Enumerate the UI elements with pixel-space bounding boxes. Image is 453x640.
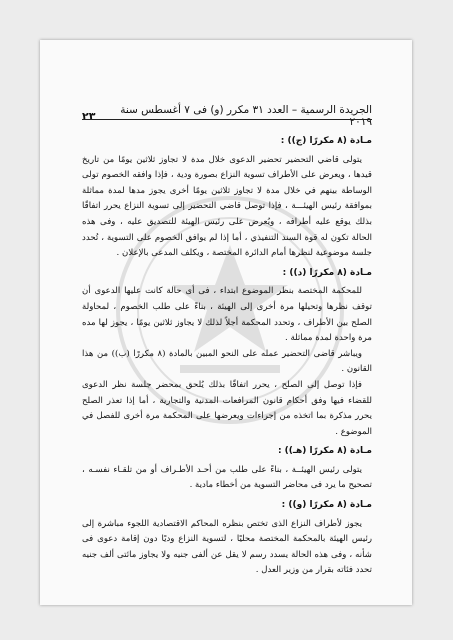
article-section bbox=[82, 134, 372, 262]
article-section bbox=[82, 266, 372, 441]
gazette-title: الجريدة الرسمية – العدد ٣١ مكرر (و) فى ٧ أغسطس سنة ٢٠١٩ bbox=[120, 104, 372, 128]
article-heading: مـادة (٨ مكررًا (هـ)) : bbox=[277, 446, 372, 457]
article-paragraph: يجوز لأطراف النزاع الذى تختص بنظره المحاكم الاقتصادية اللجوء مباشرة إلى رئيس الهيئة بالمحكمة المختصة محليًا ، لتسوية النزاع وديًا دون إقامة دعوى فى شأنه ، وفى هذه الحالة يسدد رسم لا يقل عن ألفى جنيه ولا يجاوز مائتى ألف جنيه تحدد فئاته بقرار من وزير العدل . bbox=[82, 518, 372, 576]
document-page bbox=[40, 40, 412, 605]
article-heading: مـادة (٨ مكررًا (و)) : bbox=[281, 500, 372, 511]
article-paragraph: ويباشر قاضى التحضير عمله على النحو المبين بالمادة (٨ مكررًا (ب)) من هذا القانون . bbox=[82, 348, 372, 375]
page-header bbox=[82, 104, 372, 128]
article-paragraph: يتولى رئيس الهيئــة ، بناءً على طلب من أحـد الأطـراف أو من تلقـاء نفسـه ، تصحيح ما يرد فى محاضر التسوية من أخطاء مادية . bbox=[82, 464, 372, 491]
article-paragraph: يتولى قاضي التحضير تحضير الدعوى خلال مدة لا تجاوز ثلاثين يومًا من تاريخ قيدها ، ويعرض على الأطراف تسوية النزاع بصورة ودية ، فإذا وافقه الخصوم تولى الوساطة بينهم في خلال مدة لا تجاوز ثلاثين يومًا أخرى يجوز مدها لمدة مماثلة بموافقة رئيس الهيئـــة ، فإذا توصل قاضي التحضير إلى تسوية النزاع يحرر اتفاقًا بذلك يوقع عليه أطرافه ، ويُعرض على رئيس الهيئة للتصديق عليه ، وفى هذه الحالة تكون له قوة السند التنفيذي ، أما إذا لم يوافق الخصوم على التسوية ، تُحدد جلسة موضوعية لنظرها أمام الدائرة المختصة ، ويكلف المدعى بالإعلان . bbox=[82, 154, 372, 259]
article-section bbox=[82, 444, 372, 494]
article-heading: مـادة (٨ مكررًا (ج)) : bbox=[280, 136, 372, 146]
article-paragraph: للمحكمة المختصة بنظر الموضوع ابتداء ، فى أى حالة كانت عليها الدعوى أن توقف نظرها وتحيلها مرة أخرى إلى الهيئة ، بناءً على طلب الخصوم ، لمحاولة الصلح بين الأطراف ، وتحدد المحكمة أجلاً لذلك لا يجاوز ثلاثين يومًا ، يجوز لها مده مرة واحدة لمدة مماثلة . bbox=[82, 286, 372, 344]
header-divider bbox=[82, 119, 372, 120]
document-body bbox=[82, 130, 372, 575]
page-number: ٢٣ bbox=[82, 109, 96, 123]
article-heading: مـادة (٨ مكررًا (د)) : bbox=[282, 267, 372, 278]
article-paragraph: فإذا توصل إلى الصلح ، يحرر اتفاقًا بذلك يُلحق بمحضر جلسة نظر الدعوى للقضاء فيها وفق أحكام قانون المرافعات المدنية والتجارية ، أما إذا تعذر الصلح يحرر مذكرة بما اتخذه من إجراءات ويعرضها على المحكمة مرة أخرى للفصل في الموضوع . bbox=[82, 379, 372, 437]
article-section bbox=[82, 498, 372, 579]
